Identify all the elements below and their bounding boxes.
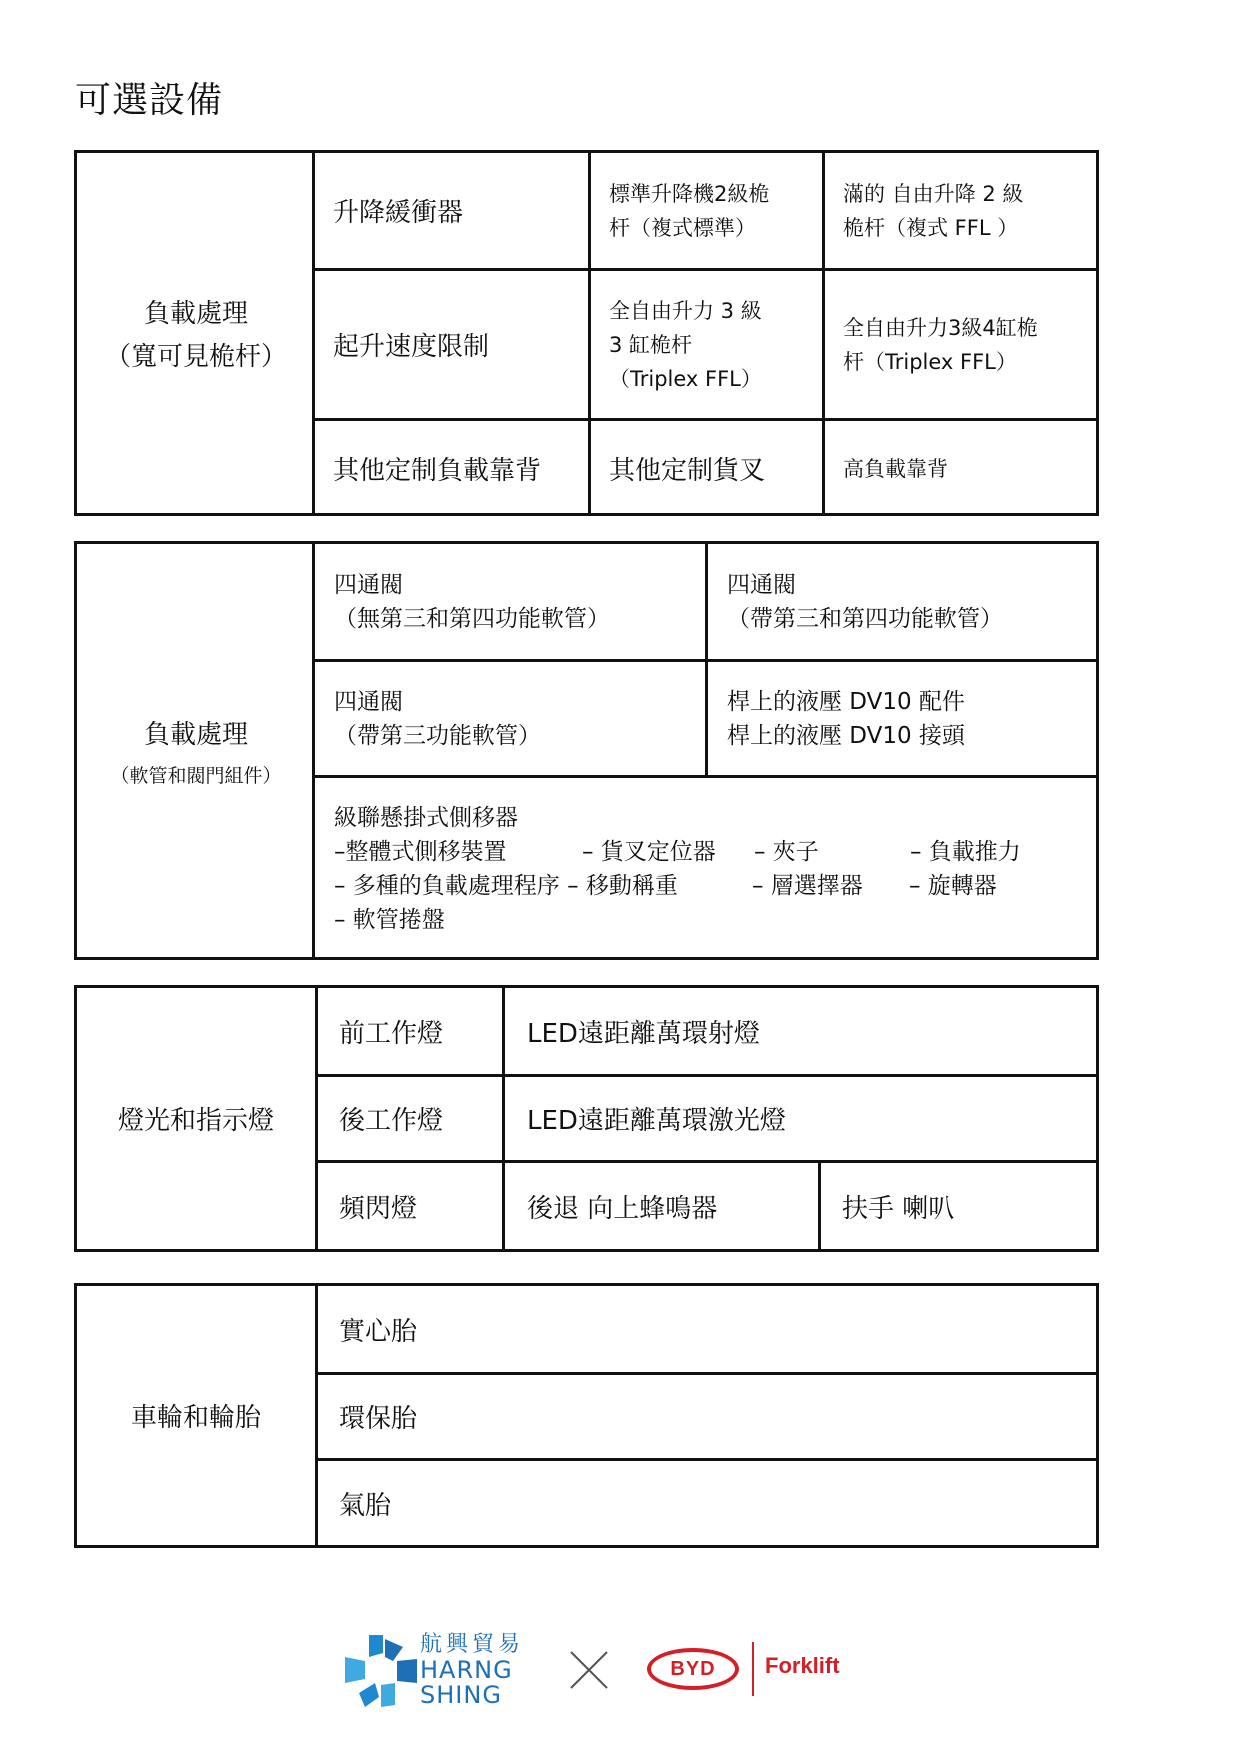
option-handle-horn: 扶手 喇叭 (842, 1193, 955, 1224)
section-label-line1: 負載處理 (143, 719, 248, 750)
option-ffl-2stage-mast: 滿的 自由升降 2 級 桅杆（複式 FFL ） (843, 181, 1024, 240)
load-handling-mast-table (74, 150, 1099, 516)
attachment-fork-positioner: – 貨叉定位器 (582, 839, 716, 865)
section-label-line2: （軟管和閥門組件） (110, 764, 282, 787)
byd-divider (752, 1642, 754, 1696)
lights-table (74, 985, 1099, 1252)
harng-shing-chinese: 航興貿易 (420, 1632, 525, 1657)
option-reverse-buzzer: 後退 向上蜂鳴器 (527, 1193, 718, 1224)
option-rear-work-light: 後工作燈 (339, 1106, 444, 1136)
attachment-clamp: – 夾子 (754, 839, 819, 865)
section-label-lights: 燈光和指示燈 (117, 1106, 274, 1136)
section-label-line2: （寬可見桅杆） (104, 342, 287, 372)
load-handling-hose-table (74, 541, 1099, 960)
option-solid-tire: 實心胎 (339, 1316, 418, 1347)
harng-shing-en-line2: SHING (420, 1681, 502, 1709)
option-eco-tire: 環保胎 (339, 1404, 418, 1434)
option-ffl-3stage-mast: 全自由升力 3 級 3 缸桅杆 （Triplex FFL） (609, 298, 762, 391)
section-label-load-handling-hose (77, 544, 315, 957)
option-led-spot-light: LED遠距離萬環射燈 (527, 1018, 760, 1049)
harng-shing-wordmark (420, 1632, 524, 1708)
footer-logos (0, 1620, 1241, 1720)
attachment-hose-reel: – 軟管捲盤 (334, 907, 445, 933)
harng-shing-logo-icon (345, 1635, 417, 1707)
option-standard-2stage-mast: 標準升降機2級桅 杆（複式標準） (609, 181, 770, 240)
option-front-work-light: 前工作燈 (339, 1018, 444, 1049)
option-hydraulic-dv10: 桿上的液壓 DV10 配件 桿上的液壓 DV10 接頭 (727, 688, 965, 749)
option-custom-load-backrest: 其他定制負載靠背 (333, 456, 542, 486)
attachment-layer-picker: – 層選擇器 (752, 873, 863, 899)
attachment-integral-sideshift: –整體式側移裝置 (334, 839, 507, 865)
section-label-line1: 負載處理 (143, 299, 248, 329)
byd-forklift-wordmark: Forklift (765, 1653, 840, 1678)
harng-shing-en-line1: HARNG (420, 1656, 513, 1684)
option-pneumatic-tire: 氣胎 (339, 1490, 392, 1521)
option-custom-forks: 其他定制貨叉 (609, 456, 766, 486)
wheels-tires-table (74, 1283, 1099, 1548)
attachment-rotator: – 旋轉器 (909, 873, 997, 899)
option-high-load-backrest: 高負載靠背 (843, 456, 948, 481)
attachment-multi-handler-weighing: – 多種的負載處理程序 – 移動稱重 (334, 873, 678, 899)
option-ffl-3stage-4cyl-mast: 全自由升力3級4缸桅 杆（Triplex FFL） (843, 315, 1038, 374)
option-4way-valve-with-3rd: 四通閥 （帶第三功能軟管） (334, 688, 541, 749)
option-strobe-light: 頻閃燈 (339, 1193, 418, 1224)
collaboration-x-icon (567, 1648, 611, 1692)
option-4way-valve-with-3rd-4th: 四通閥 （帶第三和第四功能軟管） (727, 571, 1003, 632)
option-lift-speed-limit: 起升速度限制 (333, 332, 490, 362)
option-4way-valve-no-3rd-4th: 四通閥 （無第三和第四功能軟管） (334, 571, 610, 632)
page-title: 可選設備 (75, 80, 224, 121)
option-lift-cushion: 升降緩衝器 (333, 198, 464, 228)
option-attachments-list (334, 778, 1094, 960)
section-label-load-handling-mast (77, 153, 315, 513)
attachment-load-push: – 負載推力 (910, 839, 1021, 865)
byd-logo: BYD (647, 1648, 739, 1690)
option-led-laser-light: LED遠距離萬環激光燈 (527, 1106, 786, 1136)
section-label-wheels-tires: 車輪和輪胎 (130, 1403, 261, 1433)
attachments-heading: 級聯懸掛式側移器 (334, 805, 518, 831)
